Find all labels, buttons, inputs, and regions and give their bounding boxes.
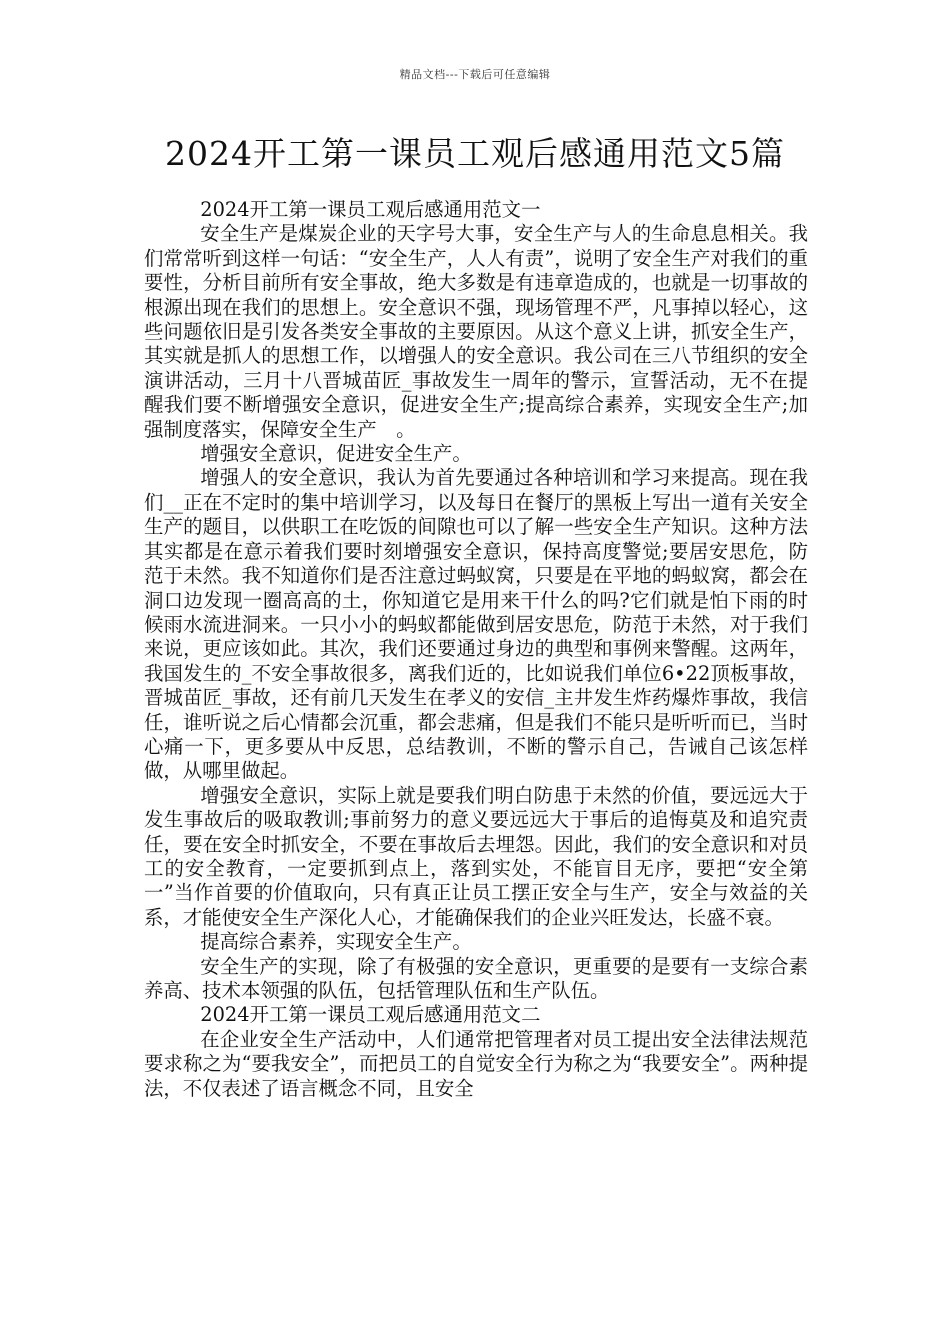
document-body (144, 198, 808, 1101)
document-title: 2024开工第一课员工观后感通用范文5篇 (165, 134, 785, 173)
section-heading-2: 2024开工第一课员工观后感通用范文二 (200, 1003, 541, 1027)
subheading: 提高综合素养，实现安全生产。 (200, 930, 472, 954)
paragraph: 在企业安全生产活动中，人们通常把管理者对员工提出安全法律法规范要求称之为“要我安全”，而把员工的自觉安全行为称之为“我要安全”。两种提法，不仅表述了语言概念不同，且安全 (144, 1027, 808, 1100)
paragraph: 增强人的安全意识，我认为首先要通过各种培训和学习来提高。现在我们__正在不定时的集中培训学习，以及每日在餐厅的黑板上写出一道有关安全生产的题目，以供职工在吃饭的间隙也可以了解一些安全生产知识。这种方法其实都是在意示着我们要时刻增强安全意识，保持高度警觉;要居安思危，防范于未然。我不知道你们是否注意过蚂蚁窝，只要是在平地的蚂蚁窝，都会在洞口边发现一圈高高的土，你知道它是用来干什么的吗?它们就是怕下雨的时候雨水流进洞来。一只小小的蚂蚁都能做到居安思危，防范于未然，对于我们来说，更应该如此。其次，我们还要通过身边的典型和事例来警醒。这两年，我国发生的_不安全事故很多，离我们近的，比如说我们单位6•22顶板事故，晋城苗匠_事故，还有前几天发生在孝义的安信_主井发生炸药爆炸事故，我信任，谁听说之后心情都会沉重，都会悲痛，但是我们不能只是听听而已，当时心痛一下，更多要从中反思，总结教训，不断的警示自己，告诫自己该怎样做，从哪里做起。 (144, 466, 808, 783)
paragraph: 增强安全意识，实际上就是要我们明白防患于未然的价值，要远远大于发生事故后的吸取教训;事前努力的意义要远远大于事后的追悔莫及和追究责任，要在安全时抓安全，不要在事故后去埋怨。因此，我们的安全意识和对员工的安全教育，一定要抓到点上，落到实处，不能盲目无序，要把“安全第一”当作首要的价值取向，只有真正让员工摆正安全与生产，安全与效益的关系，才能使安全生产深化人心，才能确保我们的企业兴旺发达，长盛不衰。 (144, 783, 808, 929)
section-heading-1: 2024开工第一课员工观后感通用范文一 (200, 198, 541, 221)
header-note: 精品文档---下载后可任意编辑 (399, 68, 551, 81)
paragraph: 安全生产是煤炭企业的天字号大事，安全生产与人的生命息息相关。我们常常听到这样一句话：“安全生产，人人有责”，说明了安全生产对我们的重要性，分析目前所有安全事故，绝大多数是有违章造成的，也就是一切事故的根源出现在我们的思想上。安全意识不强，现场管理不严，凡事掉以轻心，这些问题依旧是引发各类安全事故的主要原因。从这个意义上讲，抓安全生产，其实就是抓人的思想工作，以增强人的安全意识。我公司在三八节组织的安全演讲活动，三月十八晋城苗匠_事故发生一周年的警示，宣誓活动，无不在提醒我们要不断增强安全意识，促进安全生产;提高综合素养，实现安全生产;加强制度落实，保障安全生产 。 (144, 222, 808, 441)
subheading: 增强安全意识，促进安全生产。 (200, 442, 472, 466)
paragraph: 安全生产的实现，除了有极强的安全意识，更重要的是要有一支综合素养高、技术本领强的队伍，包括管理队伍和生产队伍。 (144, 954, 808, 1002)
